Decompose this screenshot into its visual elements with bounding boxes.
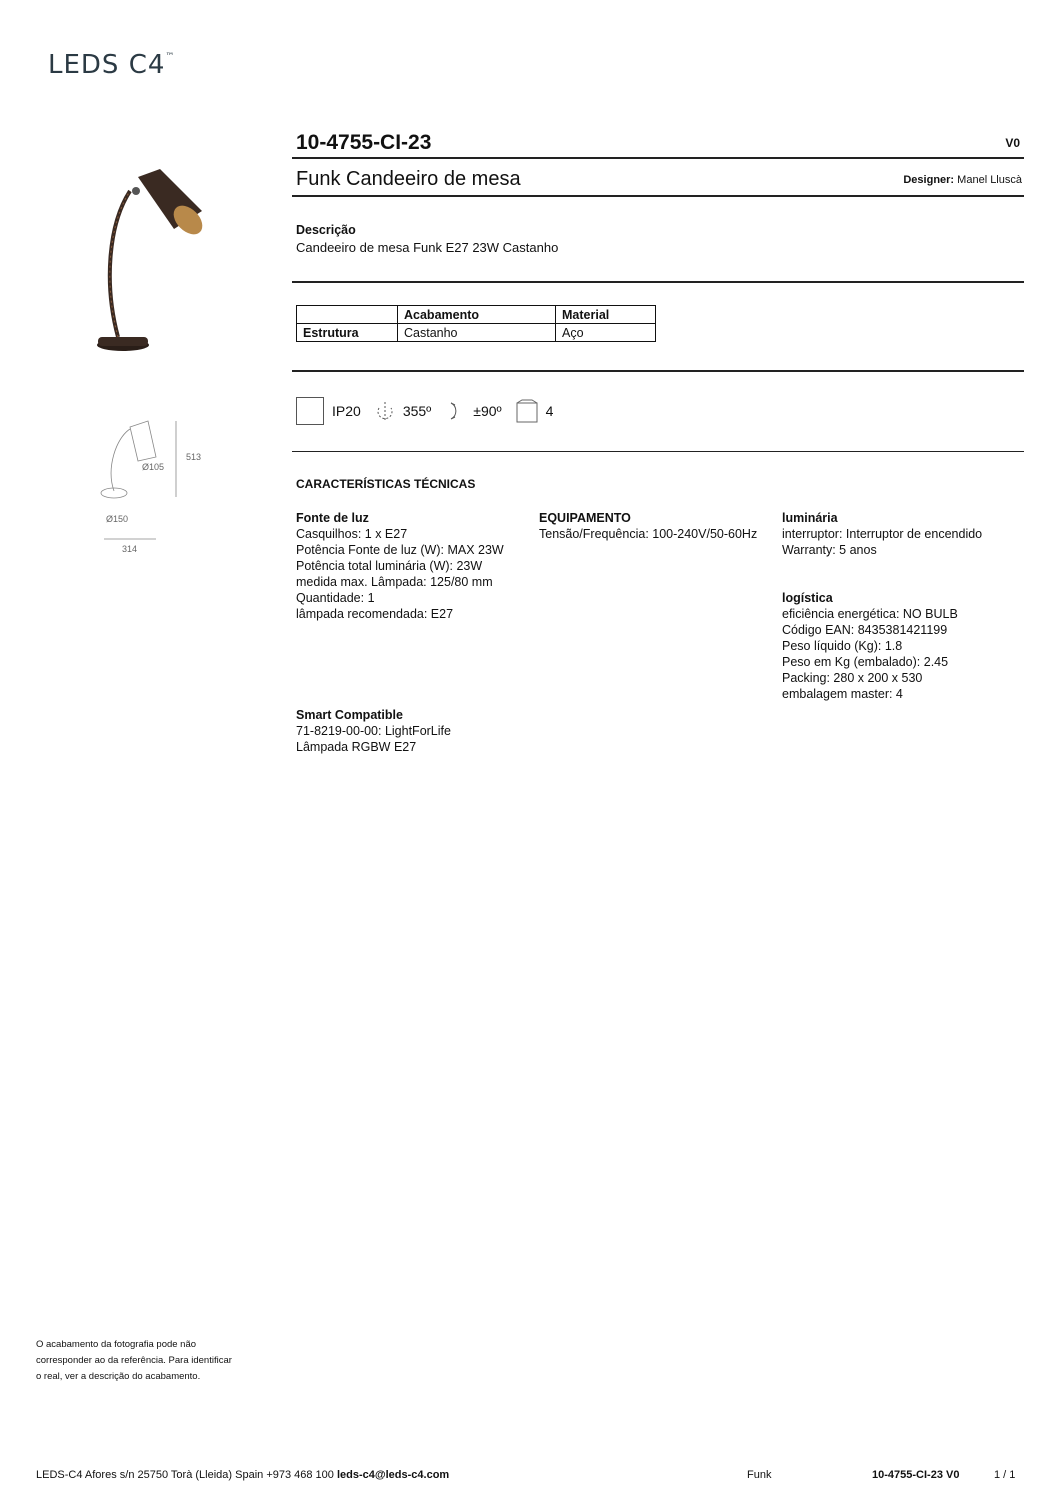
description-divider [292, 281, 1024, 283]
version-label: V0 [1005, 136, 1020, 150]
list-item: interruptor: Interruptor de encendido [782, 527, 983, 541]
product-photo [90, 165, 210, 360]
brand-logo [48, 50, 175, 80]
light-source-title: Fonte de luz [296, 511, 369, 525]
light-source-section [296, 510, 531, 622]
list-item: Warranty: 5 anos [782, 543, 877, 557]
table-header-cell: Material [556, 306, 656, 324]
list-item: Packing: 280 x 200 x 530 [782, 671, 923, 685]
table-cell: Aço [556, 324, 656, 342]
tech-title: CARACTERÍSTICAS TÉCNICAS [296, 477, 476, 491]
tilt-icon [445, 400, 465, 422]
footer-company-text: LEDS-C4 Afores s/n 25750 Torà (Lleida) Spain +973 468 100 [36, 1469, 334, 1481]
description-title: Descrição [296, 223, 356, 237]
footer-reference: 10-4755-CI-23 V0 [872, 1469, 960, 1481]
logo-text: LEDS C4 [48, 50, 166, 80]
tilt-value: ±90º [473, 403, 502, 419]
ip-rating-value: IP20 [332, 403, 361, 419]
logo-trademark: ™ [165, 52, 176, 63]
list-item: eficiência energética: NO BULB [782, 607, 958, 621]
table-row [297, 324, 656, 342]
table-header-row [297, 306, 656, 324]
footer-email-link[interactable]: leds-c4@leds-c4.com [336, 1469, 450, 1481]
packing-units-value: 4 [545, 403, 554, 419]
finish-table [296, 305, 656, 342]
rotation-icon [375, 400, 395, 422]
package-icon [516, 399, 538, 423]
list-item: Código EAN: 8435381421199 [782, 623, 948, 637]
list-item: medida max. Lâmpada: 125/80 mm [296, 575, 493, 589]
list-item: Tensão/Frequência: 100-240V/50-60Hz [539, 527, 758, 541]
smart-title: Smart Compatible [296, 708, 403, 722]
icons-divider [292, 451, 1024, 452]
footer-family: Funk [747, 1469, 772, 1481]
description-text: Candeeiro de mesa Funk E27 23W Castanho [296, 240, 559, 255]
designer-label: Designer: [903, 174, 955, 186]
ip-rating-icon [296, 397, 324, 425]
dimension-width: 314 [122, 544, 138, 554]
list-item: Potência total luminária (W): 23W [296, 559, 483, 573]
product-reference: 10-4755-CI-23 [296, 131, 432, 154]
list-item: 71-8219-00-00: LightForLife [296, 724, 451, 738]
rotation-value: 355º [402, 403, 432, 419]
dimension-base-diameter: Ø150 [106, 514, 129, 524]
photo-disclaimer: O acabamento da fotografia pode não corresponder ao da referência. Para identificar o real, ver a descrição do acabamento. [36, 1339, 232, 1382]
table-header-cell: Acabamento [398, 306, 556, 324]
footer-company [36, 1469, 449, 1481]
list-item: embalagem master: 4 [782, 687, 903, 701]
page-number: 1 / 1 [994, 1469, 1016, 1481]
designer-name: Manel Lluscà [957, 174, 1022, 186]
list-item: Potência Fonte de luz (W): MAX 23W [296, 543, 504, 557]
header-divider [292, 157, 1024, 159]
equipment-title: EQUIPAMENTO [539, 511, 631, 525]
list-item: Peso em Kg (embalado): 2.45 [782, 655, 949, 669]
list-item: Peso líquido (Kg): 1.8 [782, 639, 903, 653]
product-name: Funk Candeeiro de mesa [296, 168, 521, 190]
dimension-shade-diameter: Ø105 [142, 462, 165, 472]
table-divider [292, 370, 1024, 372]
equipment-section [539, 510, 779, 542]
dimension-height: 513 [186, 452, 202, 462]
list-item: Quantidade: 1 [296, 591, 375, 605]
table-header-cell [297, 306, 398, 324]
feature-icons [296, 397, 553, 425]
smart-section [296, 707, 536, 755]
list-item: Casquilhos: 1 x E27 [296, 527, 408, 541]
table-cell: Estrutura [297, 324, 398, 342]
name-divider [292, 195, 1024, 197]
list-item: lâmpada recomendada: E27 [296, 607, 454, 621]
luminaire-title: luminária [782, 511, 838, 525]
table-cell: Castanho [398, 324, 556, 342]
list-item: Lâmpada RGBW E27 [296, 740, 417, 754]
designer-info [903, 174, 1022, 186]
logistics-title: logística [782, 591, 833, 605]
luminaire-section [782, 510, 1022, 558]
technical-drawing [90, 413, 210, 558]
logistics-section [782, 590, 1022, 702]
